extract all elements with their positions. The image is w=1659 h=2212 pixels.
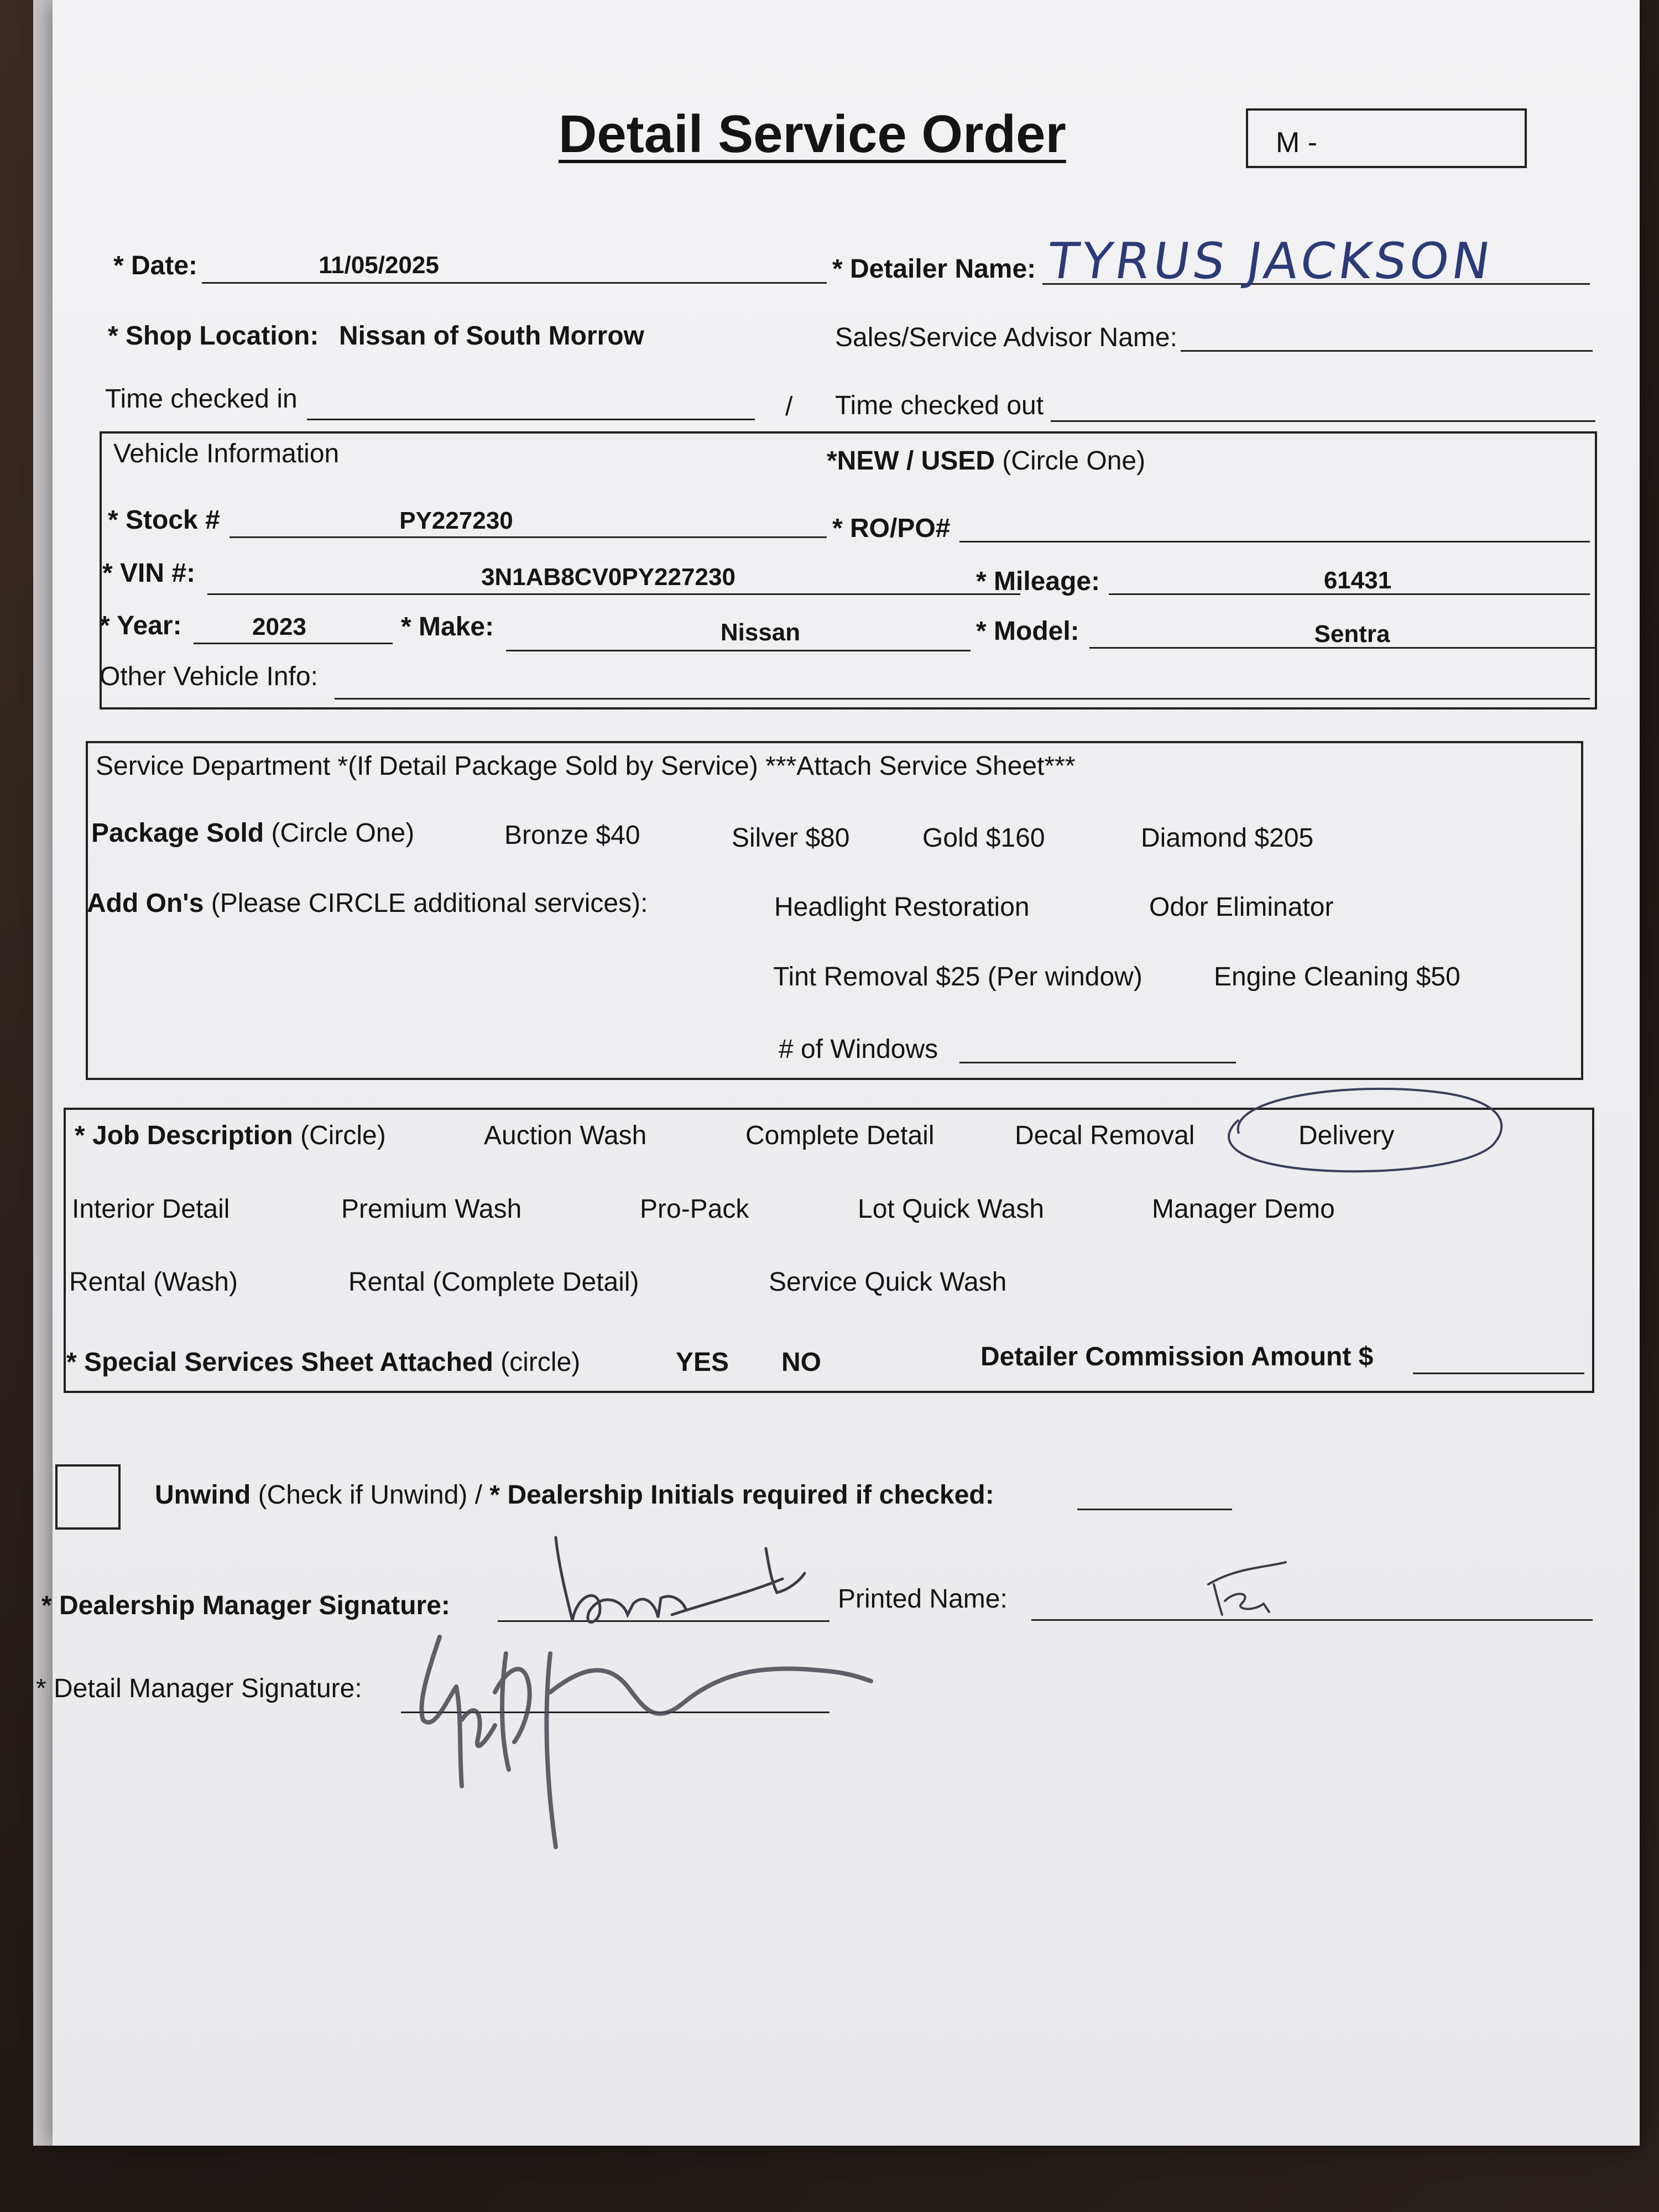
ro-po-field[interactable] <box>959 541 1590 542</box>
special-services-label <box>66 1349 580 1376</box>
addon-odor-eliminator[interactable]: Odor Eliminator <box>1149 893 1334 922</box>
detailer-name-label: * Detailer Name: <box>832 254 1036 284</box>
initials-label: * Dealership Initials required if checked: <box>489 1480 994 1510</box>
printed-name-initials-drawing <box>1203 1551 1313 1623</box>
model-value: Sentra <box>1314 620 1390 648</box>
package-option-silver[interactable]: Silver $80 <box>732 823 850 853</box>
addons-bold: Add On's <box>87 889 204 918</box>
make-value: Nissan <box>720 619 801 646</box>
stock-label: * Stock # <box>108 505 220 535</box>
ro-po-label: * RO/PO# <box>832 514 951 543</box>
job-option-service-quick-wash[interactable]: Service Quick Wash <box>769 1267 1007 1297</box>
vin-field[interactable] <box>207 593 1020 595</box>
job-description-note: (Circle) <box>300 1121 386 1150</box>
unwind-label <box>155 1482 994 1509</box>
job-option-auction-wash[interactable]: Auction Wash <box>484 1121 647 1150</box>
shop-location-label: * Shop Location: <box>108 321 319 351</box>
slash-separator: / <box>785 392 793 421</box>
job-option-rental-wash[interactable]: Rental (Wash) <box>69 1267 238 1297</box>
form-title: Detail Service Order <box>559 105 1066 164</box>
year-field[interactable] <box>194 643 393 644</box>
time-out-field[interactable] <box>1051 420 1595 422</box>
shop-location-value: Nissan of South Morrow <box>339 321 644 351</box>
vehicle-info-header: Vehicle Information <box>113 439 340 468</box>
job-option-delivery[interactable]: Delivery <box>1298 1121 1395 1150</box>
new-used-selector[interactable] <box>827 448 1145 474</box>
job-option-rental-complete-detail[interactable]: Rental (Complete Detail) <box>348 1267 639 1297</box>
other-vehicle-info-field[interactable] <box>335 698 1590 700</box>
delivery-circle-mark <box>1206 1081 1515 1186</box>
make-label: * Make: <box>401 612 494 641</box>
commission-field[interactable] <box>1413 1373 1584 1374</box>
job-option-complete-detail[interactable]: Complete Detail <box>745 1121 935 1150</box>
printed-name-label: Printed Name: <box>838 1584 1008 1614</box>
special-services-no[interactable]: NO <box>781 1348 821 1377</box>
unwind-note: (Check if Unwind) / <box>258 1480 490 1510</box>
windows-count-field[interactable] <box>959 1062 1236 1063</box>
vin-label: * VIN #: <box>102 559 196 588</box>
unwind-checkbox[interactable] <box>55 1464 121 1530</box>
date-label: * Date: <box>113 251 198 280</box>
package-option-gold[interactable]: Gold $160 <box>922 823 1045 853</box>
detail-manager-signature-drawing <box>395 1604 893 1864</box>
initials-field[interactable] <box>1077 1509 1232 1510</box>
vin-value: 3N1AB8CV0PY227230 <box>481 564 735 591</box>
addon-tint-removal[interactable]: Tint Removal $25 (Per window) <box>773 962 1142 992</box>
special-services-note: (circle) <box>500 1348 581 1377</box>
paper-underneath <box>33 0 55 2146</box>
unwind-bold: Unwind <box>155 1480 251 1510</box>
dealership-manager-signature-label: * Dealership Manager Signature: <box>41 1591 450 1620</box>
commission-label: Detailer Commission Amount $ <box>980 1342 1374 1371</box>
new-used-note: (Circle One) <box>1002 446 1146 476</box>
special-services-yes[interactable]: YES <box>676 1348 729 1377</box>
year-value: 2023 <box>252 613 306 640</box>
job-description-label <box>75 1123 386 1149</box>
service-order-form <box>36 0 1640 2146</box>
mileage-value: 61431 <box>1323 567 1392 594</box>
job-description-bold: * Job Description <box>75 1121 293 1150</box>
addons-label <box>87 890 648 917</box>
special-services-bold: * Special Services Sheet Attached <box>66 1348 493 1377</box>
year-label: * Year: <box>100 611 182 640</box>
addon-engine-cleaning[interactable]: Engine Cleaning $50 <box>1214 962 1460 992</box>
package-option-diamond[interactable]: Diamond $205 <box>1141 823 1314 853</box>
detailer-name-handwritten: TYRUS JACKSON <box>1044 232 1497 290</box>
make-field[interactable] <box>506 650 971 651</box>
time-in-field[interactable] <box>307 419 755 420</box>
package-option-bronze[interactable]: Bronze $40 <box>504 821 640 850</box>
addons-note: (Please CIRCLE additional services): <box>211 889 648 918</box>
other-vehicle-info-label: Other Vehicle Info: <box>100 662 318 691</box>
package-sold-note: (Circle One) <box>271 818 415 848</box>
date-field[interactable] <box>202 282 827 284</box>
service-department-header: Service Department *(If Detail Package Sold by Service) ***Attach Service Sheet*** <box>96 752 1076 781</box>
date-value: 11/05/2025 <box>319 252 439 279</box>
stock-value: PY227230 <box>399 507 513 534</box>
job-option-manager-demo[interactable]: Manager Demo <box>1152 1194 1335 1224</box>
time-out-label: Time checked out <box>835 391 1044 420</box>
job-option-lot-quick-wash[interactable]: Lot Quick Wash <box>858 1194 1045 1224</box>
mileage-label: * Mileage: <box>976 567 1100 596</box>
time-in-label: Time checked in <box>105 384 298 414</box>
advisor-field[interactable] <box>1181 350 1593 352</box>
job-option-decal-removal[interactable]: Decal Removal <box>1015 1121 1195 1150</box>
new-used-label: *NEW / USED <box>827 446 995 476</box>
addon-headlight-restoration[interactable]: Headlight Restoration <box>774 893 1030 922</box>
order-number-label: M - <box>1276 127 1318 159</box>
job-option-premium-wash[interactable]: Premium Wash <box>341 1194 522 1224</box>
package-sold-bold: Package Sold <box>91 818 264 848</box>
model-label: * Model: <box>976 617 1079 646</box>
package-sold-label <box>91 820 414 847</box>
advisor-label: Sales/Service Advisor Name: <box>835 323 1177 352</box>
stock-field[interactable] <box>229 536 827 538</box>
windows-count-label: # of Windows <box>779 1035 938 1064</box>
order-number-box[interactable] <box>1246 108 1527 168</box>
job-option-pro-pack[interactable]: Pro-Pack <box>640 1194 749 1224</box>
job-option-interior-detail[interactable]: Interior Detail <box>72 1194 230 1224</box>
detail-manager-signature-label: * Detail Manager Signature: <box>36 1674 362 1703</box>
